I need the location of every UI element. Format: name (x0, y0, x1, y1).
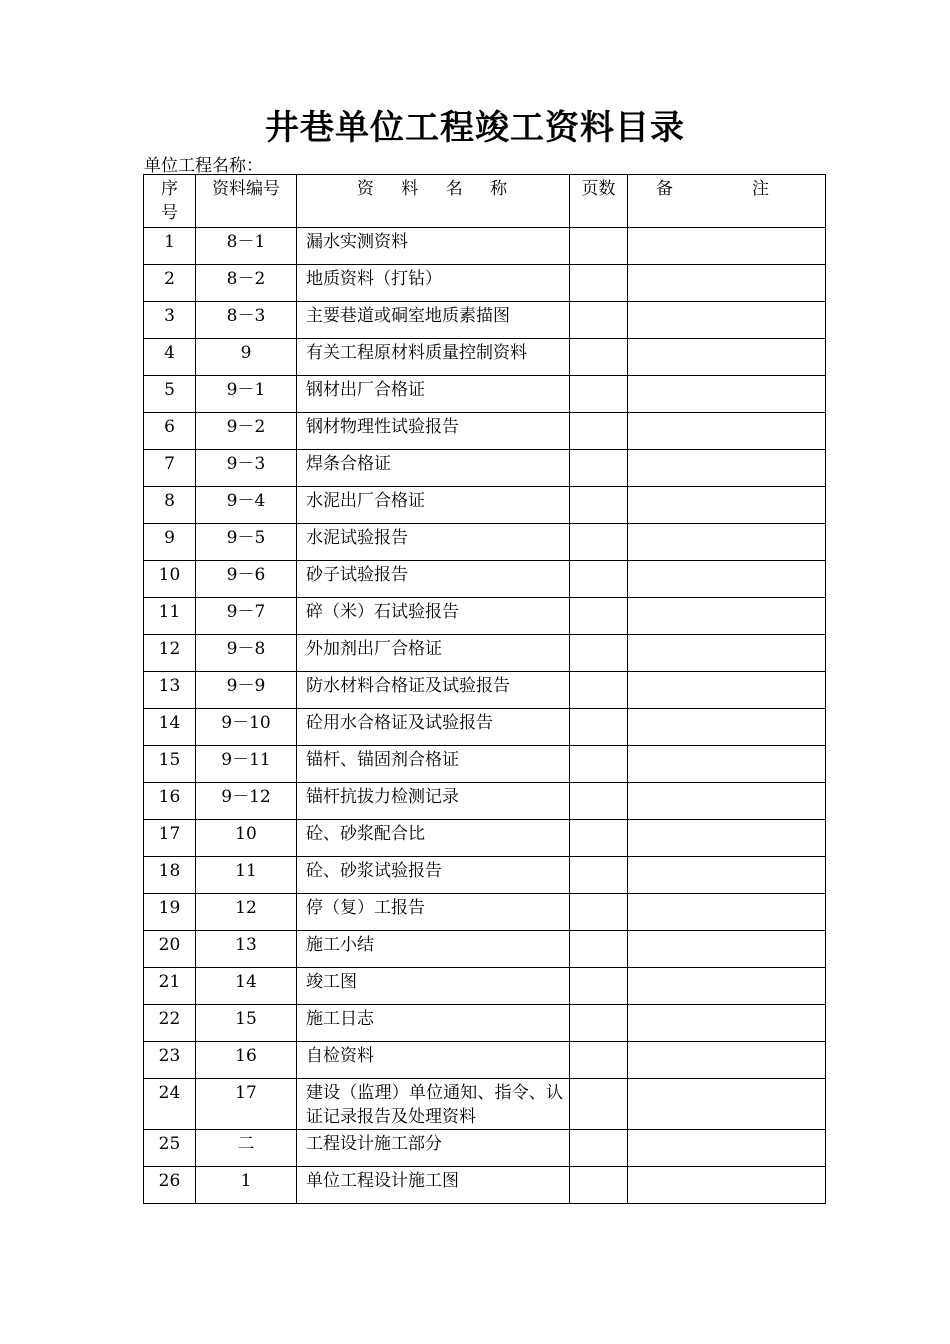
row-page-count (570, 413, 628, 450)
table-row (144, 635, 826, 672)
table-row (144, 265, 826, 302)
row-document-name: 碎（米）石试验报告 (297, 598, 570, 635)
row-document-code: 8－3 (196, 302, 297, 339)
header-serial-line1: 序 (161, 179, 178, 199)
table-row (144, 968, 826, 1005)
row-document-code: 二 (196, 1130, 297, 1167)
row-serial-number: 23 (144, 1042, 196, 1079)
row-serial-number: 26 (144, 1167, 196, 1204)
row-serial-number: 10 (144, 561, 196, 598)
row-serial-number: 5 (144, 376, 196, 413)
row-remarks (628, 524, 826, 561)
table-row (144, 376, 826, 413)
row-document-code: 9－8 (196, 635, 297, 672)
row-document-name: 水泥试验报告 (297, 524, 570, 561)
table-row (144, 894, 826, 931)
row-remarks (628, 857, 826, 894)
row-document-name: 竣工图 (297, 968, 570, 1005)
row-page-count (570, 450, 628, 487)
row-document-code: 9－2 (196, 413, 297, 450)
table-row (144, 820, 826, 857)
header-remarks-a: 备 (656, 179, 673, 199)
row-page-count (570, 783, 628, 820)
table-row (144, 339, 826, 376)
row-document-name: 漏水实测资料 (297, 228, 570, 265)
row-document-name: 施工日志 (297, 1005, 570, 1042)
row-document-name: 焊条合格证 (297, 450, 570, 487)
row-document-code: 8－2 (196, 265, 297, 302)
row-page-count (570, 746, 628, 783)
row-page-count (570, 339, 628, 376)
row-serial-number: 24 (144, 1079, 196, 1130)
row-page-count (570, 672, 628, 709)
row-serial-number: 20 (144, 931, 196, 968)
row-page-count (570, 1079, 628, 1130)
header-row (144, 175, 826, 228)
row-document-name: 建设（监理）单位通知、指令、认证记录报告及处理资料 (297, 1079, 570, 1130)
row-document-code: 15 (196, 1005, 297, 1042)
row-page-count (570, 524, 628, 561)
row-document-name: 停（复）工报告 (297, 894, 570, 931)
row-serial-number: 18 (144, 857, 196, 894)
row-serial-number: 25 (144, 1130, 196, 1167)
row-document-code: 9 (196, 339, 297, 376)
row-page-count (570, 228, 628, 265)
table-row (144, 746, 826, 783)
row-document-name: 地质资料（打钻） (297, 265, 570, 302)
row-page-count (570, 487, 628, 524)
table-row (144, 857, 826, 894)
row-remarks (628, 635, 826, 672)
row-page-count (570, 561, 628, 598)
row-document-name: 自检资料 (297, 1042, 570, 1079)
header-remarks (628, 175, 826, 228)
row-remarks (628, 894, 826, 931)
row-document-name: 钢材物理性试验报告 (297, 413, 570, 450)
row-serial-number: 16 (144, 783, 196, 820)
row-remarks (628, 1130, 826, 1167)
row-serial-number: 4 (144, 339, 196, 376)
row-page-count (570, 376, 628, 413)
row-serial-number: 9 (144, 524, 196, 561)
row-document-code: 9－6 (196, 561, 297, 598)
row-remarks (628, 450, 826, 487)
row-document-code: 17 (196, 1079, 297, 1130)
row-remarks (628, 709, 826, 746)
table-row (144, 228, 826, 265)
row-document-code: 9－3 (196, 450, 297, 487)
unit-project-name-label: 单位工程名称： (144, 156, 263, 176)
row-document-name: 砼、砂浆试验报告 (297, 857, 570, 894)
table-row (144, 1130, 826, 1167)
row-page-count (570, 1130, 628, 1167)
row-serial-number: 11 (144, 598, 196, 635)
table-row (144, 413, 826, 450)
row-document-code: 13 (196, 931, 297, 968)
row-serial-number: 8 (144, 487, 196, 524)
row-remarks (628, 746, 826, 783)
table-row (144, 1079, 826, 1130)
row-remarks (628, 1005, 826, 1042)
catalog-table (143, 174, 826, 1204)
row-page-count (570, 968, 628, 1005)
row-remarks (628, 672, 826, 709)
row-remarks (628, 1167, 826, 1204)
header-document-name: 资 料 名 称 (297, 175, 570, 228)
row-serial-number: 14 (144, 709, 196, 746)
header-document-code: 资料编号 (196, 175, 297, 228)
row-serial-number: 6 (144, 413, 196, 450)
row-remarks (628, 487, 826, 524)
row-serial-number: 22 (144, 1005, 196, 1042)
row-document-code: 1 (196, 1167, 297, 1204)
row-document-code: 8－1 (196, 228, 297, 265)
row-document-code: 9－11 (196, 746, 297, 783)
row-serial-number: 15 (144, 746, 196, 783)
row-page-count (570, 1042, 628, 1079)
table-row (144, 561, 826, 598)
table-row (144, 524, 826, 561)
row-page-count (570, 709, 628, 746)
row-document-code: 14 (196, 968, 297, 1005)
row-remarks (628, 1042, 826, 1079)
row-remarks (628, 376, 826, 413)
table-row (144, 487, 826, 524)
row-document-code: 16 (196, 1042, 297, 1079)
table-row (144, 450, 826, 487)
row-remarks (628, 968, 826, 1005)
row-document-code: 9－12 (196, 783, 297, 820)
row-page-count (570, 857, 628, 894)
header-page-count: 页数 (570, 175, 628, 228)
table-row (144, 1005, 826, 1042)
row-remarks (628, 598, 826, 635)
row-serial-number: 3 (144, 302, 196, 339)
row-serial-number: 13 (144, 672, 196, 709)
row-serial-number: 2 (144, 265, 196, 302)
row-document-name: 钢材出厂合格证 (297, 376, 570, 413)
row-remarks (628, 228, 826, 265)
table-row (144, 672, 826, 709)
row-remarks (628, 561, 826, 598)
row-page-count (570, 931, 628, 968)
row-serial-number: 19 (144, 894, 196, 931)
header-serial-line2: 号 (161, 203, 178, 223)
row-page-count (570, 302, 628, 339)
row-document-code: 9－1 (196, 376, 297, 413)
table-row (144, 1042, 826, 1079)
row-remarks (628, 413, 826, 450)
row-document-name: 有关工程原材料质量控制资料 (297, 339, 570, 376)
row-serial-number: 21 (144, 968, 196, 1005)
row-remarks (628, 302, 826, 339)
row-document-name: 水泥出厂合格证 (297, 487, 570, 524)
row-document-name: 砼用水合格证及试验报告 (297, 709, 570, 746)
row-page-count (570, 635, 628, 672)
row-document-code: 9－10 (196, 709, 297, 746)
table-row (144, 1167, 826, 1204)
row-document-name: 工程设计施工部分 (297, 1130, 570, 1167)
row-document-name: 单位工程设计施工图 (297, 1167, 570, 1204)
row-document-code: 11 (196, 857, 297, 894)
row-page-count (570, 820, 628, 857)
row-serial-number: 12 (144, 635, 196, 672)
row-document-name: 锚杆抗拔力检测记录 (297, 783, 570, 820)
row-document-name: 砂子试验报告 (297, 561, 570, 598)
row-serial-number: 1 (144, 228, 196, 265)
row-remarks (628, 820, 826, 857)
row-document-name: 施工小结 (297, 931, 570, 968)
table-row (144, 783, 826, 820)
table-row (144, 302, 826, 339)
row-document-name: 防水材料合格证及试验报告 (297, 672, 570, 709)
row-document-name: 砼、砂浆配合比 (297, 820, 570, 857)
table-row (144, 931, 826, 968)
row-document-code: 9－4 (196, 487, 297, 524)
row-remarks (628, 339, 826, 376)
row-page-count (570, 1167, 628, 1204)
row-remarks (628, 265, 826, 302)
row-document-code: 9－5 (196, 524, 297, 561)
row-page-count (570, 894, 628, 931)
row-remarks (628, 783, 826, 820)
row-document-code: 9－9 (196, 672, 297, 709)
row-document-code: 9－7 (196, 598, 297, 635)
row-document-name: 主要巷道或硐室地质素描图 (297, 302, 570, 339)
document-title: 井巷单位工程竣工资料目录 (265, 108, 685, 148)
row-document-code: 12 (196, 894, 297, 931)
row-document-name: 锚杆、锚固剂合格证 (297, 746, 570, 783)
row-remarks (628, 1079, 826, 1130)
row-serial-number: 17 (144, 820, 196, 857)
row-page-count (570, 598, 628, 635)
table-row (144, 598, 826, 635)
table-row (144, 709, 826, 746)
row-serial-number: 7 (144, 450, 196, 487)
row-document-code: 10 (196, 820, 297, 857)
row-remarks (628, 931, 826, 968)
row-document-name: 外加剂出厂合格证 (297, 635, 570, 672)
row-page-count (570, 1005, 628, 1042)
header-serial-number (144, 175, 196, 228)
header-remarks-b: 注 (752, 179, 769, 199)
row-page-count (570, 265, 628, 302)
